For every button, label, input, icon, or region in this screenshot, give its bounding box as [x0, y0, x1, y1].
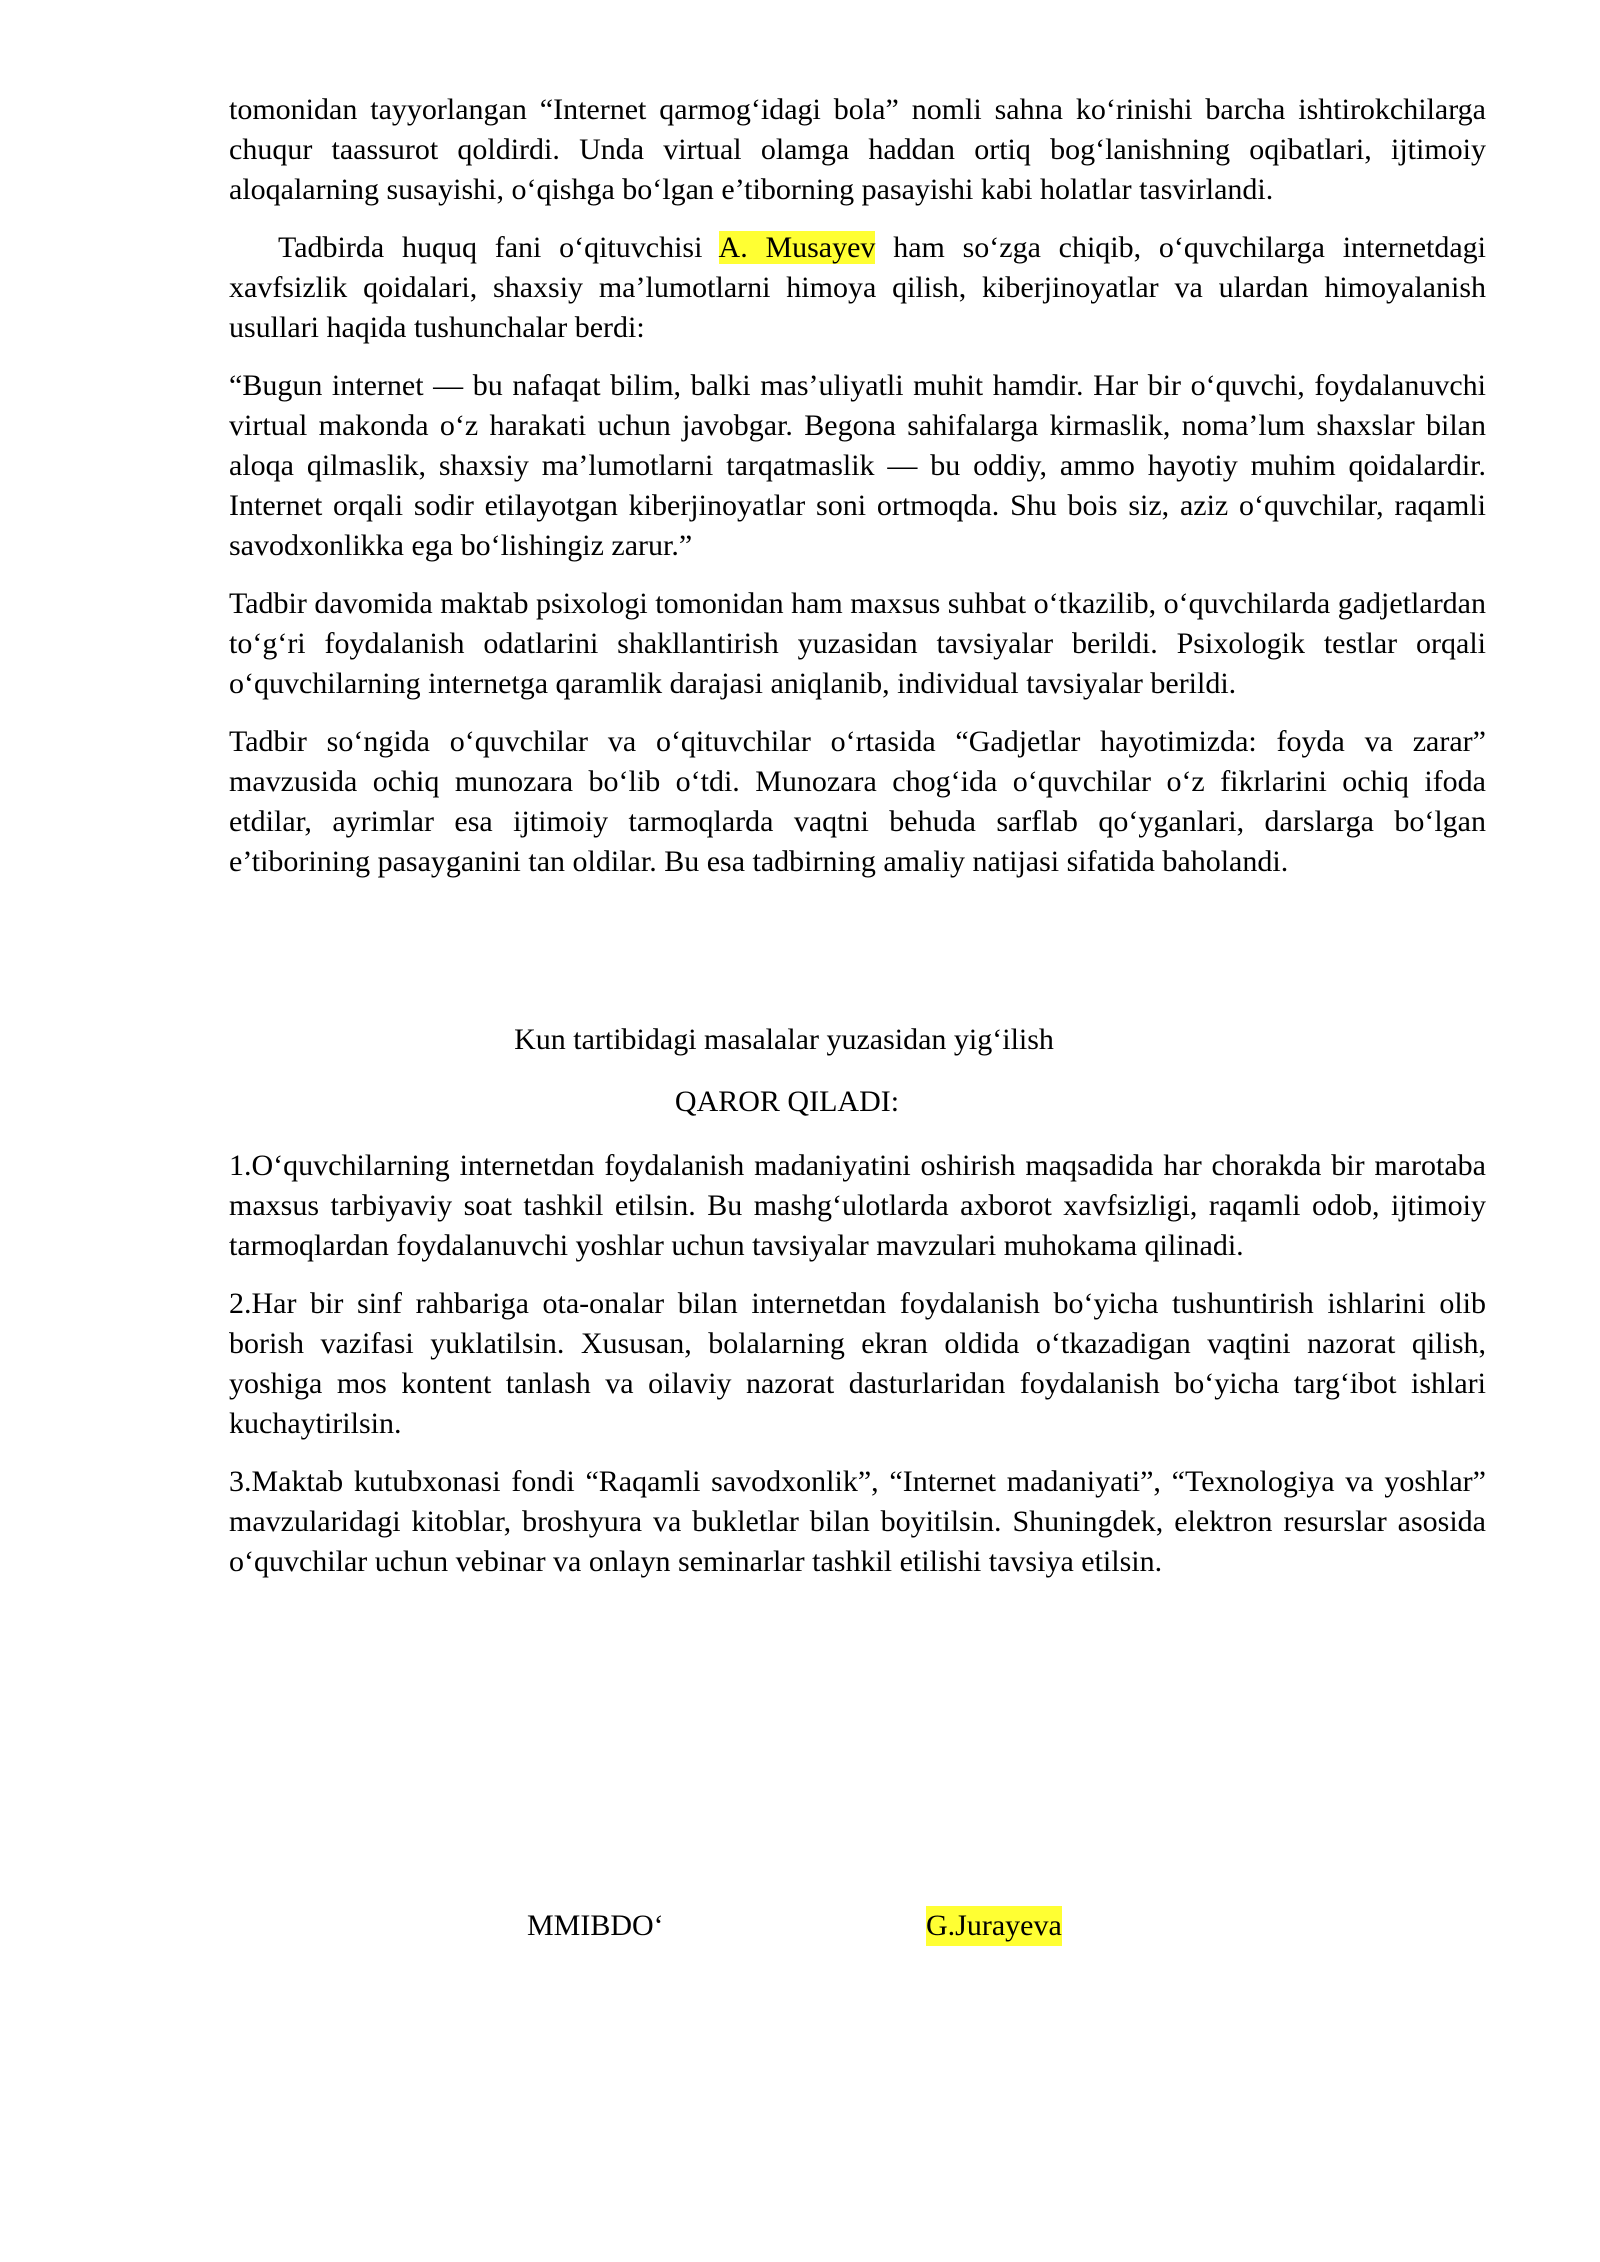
- paragraph-teacher-speech-rest: ham so‘zga chiqib, o‘quvchilarga internetdagi xavfsizlik qoidalari, shaxsiy ma’lumotlarni himoya qilish, kiberjinoyatlar va ulardan himoyalanish usullari haqida tushunchalar berdi:: [229, 231, 1486, 344]
- paragraph-discussion: Tadbir so‘ngida o‘quvchilar va o‘qituvchilar o‘rtasida “Gadjetlar hayotimizda: foyda va zarar” mavzusida ochiq munozara bo‘lib o‘tdi. Munozara chog‘ida o‘quvchilar o‘z fikrlarini ochiq ifoda etdilar, ayrimlar esa ijtimoiy tarmoqlarda vaqtni behuda sarflab qo‘yganlari, darslarga bo‘lgan e’tiborining pasayganini tan oldilar. Bu esa tadbirning amaliy natijasi sifatida baholandi.: [229, 725, 1486, 878]
- decision-heading: QAROR QILADI:: [674, 1085, 900, 1118]
- quote-paragraph: “Bugun internet — bu nafaqat bilim, balki mas’uliyatli muhit hamdir. Har bir o‘quvchi, foydalanuvchi virtual makonda o‘z harakati uchun javobgar. Begona sahifalarga kirmaslik, noma’lum shaxslar bilan aloqa qilmaslik, shaxsiy ma’lumotlarni tarqatmaslik — bu oddiy, ammo hayotiy muhim qoidalardir. Internet orqali sodir etilayotgan kiberjinoyatlar soni ortmoqda. Shu bois siz, aziz o‘quvchilar, raqamli savodxonlikka ega bo‘lishingiz zarur.”: [229, 369, 1486, 562]
- teacher-name-highlight: A. Musayev: [718, 231, 876, 264]
- paragraph-teacher-speech-lead: Tadbirda huquq fani o‘qituvchisi: [278, 231, 719, 264]
- decision-intro: Kun tartibidagi masalalar yuzasidan yig‘ilish: [514, 1023, 1054, 1056]
- decision-list: [229, 1146, 1486, 1600]
- signature-title: MMIBDO‘: [527, 1909, 664, 1942]
- signature-name: G.Jurayeva: [926, 1906, 1062, 1946]
- paragraph-psychologist: Tadbir davomida maktab psixologi tomonidan ham maxsus suhbat o‘tkazilib, o‘quvchilarda gadjetlardan to‘g‘ri foydalanish odatlarini shakllantirish yuzasidan tavsiyalar berildi. Psixologik testlar orqali o‘quvchilarning internetga qaramlik darajasi aniqlanib, individual tavsiyalar berildi.: [229, 587, 1486, 700]
- body-text: [229, 90, 1486, 900]
- decision-item-1: 1.O‘quvchilarning internetdan foydalanish madaniyatini oshirish maqsadida har chorakda bir marotaba maxsus tarbiyaviy soat tashkil etilsin. Bu mashg‘ulotlarda axborot xavfsizligi, raqamli odob, ijtimoiy tarmoqlardan foydalanuvchi yoshlar uchun tavsiyalar mavzulari muhokama qilinadi.: [229, 1149, 1486, 1262]
- paragraph-performance: tomonidan tayyorlangan “Internet qarmog‘idagi bola” nomli sahna ko‘rinishi barcha ishtirokchilarga chuqur taassurot qoldirdi. Unda virtual olamga haddan ortiq bog‘lanishning oqibatlari, ijtimoiy aloqalarning susayishi, o‘qishga bo‘lgan e’tiborning pasayishi kabi holatlar tasvirlandi.: [229, 93, 1486, 206]
- decision-item-2: 2.Har bir sinf rahbariga ota-onalar bilan internetdan foydalanish bo‘yicha tushuntirish ishlarini olib borish vazifasi yuklatilsin. Xususan, bolalarning ekran oldida o‘tkazadigan vaqtini nazorat qilish, yoshiga mos kontent tanlash va oilaviy nazorat dasturlaridan foydalanish bo‘yicha targ‘ibot ishlari kuchaytirilsin.: [229, 1287, 1486, 1440]
- decision-item-3: 3.Maktab kutubxonasi fondi “Raqamli savodxonlik”, “Internet madaniyati”, “Texnologiya va yoshlar” mavzularidagi kitoblar, broshyura va bukletlar bilan boyitilsin. Shuningdek, elektron resurslar asosida o‘quvchilar uchun vebinar va onlayn seminarlar tashkil etilishi tavsiya etilsin.: [229, 1465, 1486, 1578]
- paragraph-teacher-speech: [229, 228, 1486, 348]
